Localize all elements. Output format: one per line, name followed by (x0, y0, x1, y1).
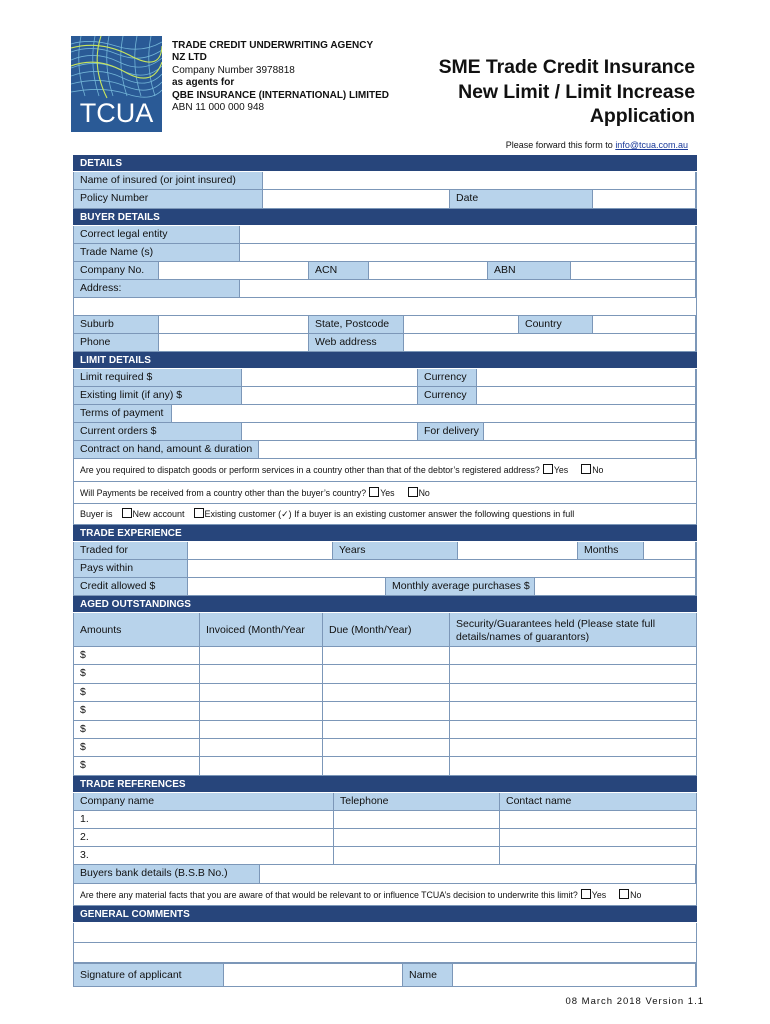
material-no-checkbox[interactable] (619, 889, 629, 899)
field-comments-line1[interactable] (74, 923, 696, 942)
buyer-is-label: Buyer is (80, 509, 113, 519)
field-acn[interactable] (368, 262, 488, 279)
label-name: Name (403, 964, 452, 986)
label-name-insured: Name of insured (or joint insured) (74, 172, 262, 189)
label-currency-existing: Currency (418, 387, 476, 404)
label-currency: Currency (418, 369, 476, 386)
label-limit-required: Limit required $ (74, 369, 241, 386)
section-details-header: DETAILS (73, 155, 697, 172)
aged-invoiced-cell[interactable] (199, 702, 322, 719)
row-company-no (73, 262, 697, 280)
label-company-no: Company No. (74, 262, 158, 279)
aged-row (73, 684, 697, 702)
row-contract (73, 441, 697, 459)
row-legal-entity (73, 226, 697, 244)
version-footer: 08 March 2018 Version 1.1 (565, 996, 704, 1007)
aged-due-cell[interactable] (322, 702, 449, 719)
question-dispatch-text: Are you required to dispatch goods or perform services in a country other than that of the debtor’s registered address? (80, 465, 540, 475)
aged-invoiced-cell[interactable] (199, 665, 322, 682)
label-address: Address: (74, 280, 239, 297)
field-contract-on-hand[interactable] (258, 441, 696, 458)
section-comments-header: GENERAL COMMENTS (73, 906, 697, 923)
label-suburb: Suburb (74, 316, 158, 333)
ref-contact-cell[interactable] (499, 847, 696, 864)
aged-security-cell[interactable] (449, 721, 696, 738)
aged-col-invoiced: Invoiced (Month/Year (199, 613, 322, 646)
field-currency-existing[interactable] (476, 387, 696, 404)
field-months[interactable] (643, 542, 696, 559)
label-policy-number: Policy Number (74, 190, 262, 208)
aged-column-headers (73, 613, 697, 647)
label-credit-allowed: Credit allowed $ (74, 578, 187, 595)
material-no-label: No (630, 889, 642, 900)
label-phone: Phone (74, 334, 158, 351)
label-traded-for: Traded for (74, 542, 187, 559)
aged-due-cell[interactable] (322, 739, 449, 756)
row-name-insured (73, 172, 697, 190)
label-legal-entity: Correct legal entity (74, 226, 239, 243)
company-number: Company Number 3978818 (172, 64, 295, 76)
email-link[interactable]: info@tcua.com.au (615, 140, 688, 150)
material-yes-label: Yes (591, 889, 607, 900)
field-suburb[interactable] (158, 316, 309, 333)
title-line2: New Limit / Limit Increase (458, 80, 695, 103)
aged-rows (73, 647, 697, 776)
references-column-headers (73, 793, 697, 811)
row-phone (73, 334, 697, 352)
label-country: Country (519, 316, 592, 333)
aged-col-security: Security/Guarantees held (Please state full details/names of guarantors) (449, 613, 696, 646)
aged-security-cell[interactable] (449, 665, 696, 682)
field-policy-number[interactable] (262, 190, 450, 208)
dispatch-no-label: No (592, 465, 604, 475)
aged-security-cell[interactable] (449, 702, 696, 719)
question-material-text: Are there any material facts that you are aware of that would be relevant to or influence TCUA’s decision to underwrite this limit? (80, 889, 578, 900)
aged-amount-cell[interactable]: $ (80, 704, 86, 717)
payments-no-label: No (418, 488, 430, 498)
payments-yes-label: Yes (380, 488, 395, 498)
field-current-orders[interactable] (241, 423, 418, 440)
logo-text: TCUA (79, 98, 154, 128)
row-address (73, 280, 697, 298)
ref-company-cell[interactable]: 3. (80, 848, 89, 861)
aged-col-due: Due (Month/Year) (322, 613, 449, 646)
agency-name-line2: NZ LTD (172, 52, 207, 64)
aged-due-cell[interactable] (322, 647, 449, 664)
row-current-orders (73, 423, 697, 441)
row-q-dispatch (73, 459, 697, 482)
section-trade-experience-header: TRADE EXPERIENCE (73, 525, 697, 542)
field-company-no[interactable] (158, 262, 309, 279)
row-trade-name (73, 244, 697, 262)
row-address-2 (73, 298, 697, 316)
field-country[interactable] (592, 316, 696, 333)
question-material-facts (74, 884, 696, 906)
title-line3: Application (589, 105, 695, 127)
aged-due-cell[interactable] (322, 757, 449, 774)
row-buyer-is (73, 504, 697, 525)
field-web-address[interactable] (403, 334, 696, 351)
aged-amount-cell[interactable]: $ (80, 722, 86, 735)
label-acn: ACN (309, 262, 368, 279)
ref-contact-cell[interactable] (499, 811, 696, 828)
field-existing-limit[interactable] (241, 387, 418, 404)
field-state-postcode[interactable] (403, 316, 519, 333)
ref-col-contact: Contact name (499, 793, 696, 810)
agents-for: as agents for (172, 77, 235, 89)
row-credit-allowed (73, 578, 697, 596)
existing-customer-label: Existing customer (✓) If a buyer is an existing customer answer the following questions in full (204, 509, 575, 519)
ref-telephone-cell[interactable] (333, 847, 499, 864)
label-months: Months (578, 542, 643, 559)
agency-name-line1: TRADE CREDIT UNDERWRITING AGENCY (172, 40, 374, 51)
row-pays-within (73, 560, 697, 578)
aged-security-cell[interactable] (449, 684, 696, 701)
forward-instruction (506, 140, 688, 150)
row-traded-for (73, 542, 697, 560)
aged-amount-cell[interactable]: $ (80, 667, 86, 680)
question-payments-text: Will Payments be received from a country other than the buyer’s country? (80, 488, 367, 498)
field-date[interactable] (592, 190, 696, 208)
field-legal-entity[interactable] (239, 226, 696, 243)
row-signature (73, 963, 697, 987)
row-bank-details (73, 865, 697, 884)
row-existing-limit (73, 387, 697, 405)
aged-invoiced-cell[interactable] (199, 647, 322, 664)
row-suburb (73, 316, 697, 334)
reference-row (73, 811, 697, 829)
row-policy (73, 190, 697, 209)
payments-yes-checkbox[interactable] (369, 487, 379, 497)
section-limit-header: LIMIT DETAILS (73, 352, 697, 369)
label-existing-limit: Existing limit (if any) $ (74, 387, 241, 404)
ref-company-cell[interactable]: 1. (80, 812, 89, 825)
label-for-delivery: For delivery (418, 423, 483, 440)
new-account-checkbox[interactable] (122, 508, 132, 518)
aged-invoiced-cell[interactable] (199, 739, 322, 756)
field-abn[interactable] (570, 262, 696, 279)
aged-security-cell[interactable] (449, 757, 696, 774)
field-address-line2[interactable] (74, 298, 696, 315)
field-terms-of-payment[interactable] (171, 405, 696, 422)
existing-customer-checkbox[interactable] (194, 508, 204, 518)
ref-contact-cell[interactable] (499, 829, 696, 846)
dispatch-no-checkbox[interactable] (581, 464, 591, 474)
aged-row (73, 739, 697, 757)
field-for-delivery[interactable] (483, 423, 696, 440)
field-credit-allowed[interactable] (187, 578, 386, 595)
row-q-material (73, 884, 697, 906)
aged-invoiced-cell[interactable] (199, 757, 322, 774)
field-name[interactable] (452, 964, 696, 986)
field-years[interactable] (457, 542, 578, 559)
field-pays-within[interactable] (187, 560, 696, 577)
section-buyer-header: BUYER DETAILS (73, 209, 697, 226)
field-comments-line2[interactable] (74, 943, 696, 962)
label-years: Years (333, 542, 457, 559)
ref-telephone-cell[interactable] (333, 811, 499, 828)
ref-col-telephone: Telephone (333, 793, 499, 810)
aged-amount-cell[interactable]: $ (80, 649, 86, 661)
agency-details (172, 40, 389, 114)
aged-due-cell[interactable] (322, 665, 449, 682)
reference-rows (73, 811, 697, 865)
label-current-orders: Current orders $ (74, 423, 241, 440)
tcua-logo (71, 36, 162, 132)
question-payments (74, 482, 696, 504)
row-terms (73, 405, 697, 423)
label-abn: ABN (488, 262, 570, 279)
new-account-label: New account (132, 509, 185, 519)
aged-row (73, 757, 697, 775)
aged-amount-cell[interactable]: $ (80, 759, 86, 772)
section-references-header: TRADE REFERENCES (73, 776, 697, 793)
dispatch-yes-checkbox[interactable] (543, 464, 553, 474)
field-name-insured[interactable] (262, 172, 696, 189)
field-monthly-avg[interactable] (534, 578, 696, 595)
field-trade-name[interactable] (239, 244, 696, 261)
ref-company-cell[interactable]: 2. (80, 830, 89, 843)
aged-row (73, 721, 697, 739)
field-bank-details[interactable] (259, 865, 696, 883)
aged-row (73, 647, 697, 665)
aged-security-cell[interactable] (449, 739, 696, 756)
abn-number: ABN 11 000 000 948 (172, 102, 265, 114)
label-signature: Signature of applicant (74, 964, 223, 986)
field-limit-required[interactable] (241, 369, 418, 386)
dispatch-yes-label: Yes (553, 465, 569, 475)
label-contract-on-hand: Contract on hand, amount & duration (74, 441, 258, 458)
aged-due-cell[interactable] (322, 684, 449, 701)
aged-due-cell[interactable] (322, 721, 449, 738)
field-phone[interactable] (158, 334, 309, 351)
field-signature[interactable] (223, 964, 403, 986)
label-monthly-avg: Monthly average purchases $ (386, 578, 534, 595)
insurer-name: QBE INSURANCE (INTERNATIONAL) LIMITED (172, 89, 390, 101)
aged-invoiced-cell[interactable] (199, 721, 322, 738)
section-aged-header: AGED OUTSTANDINGS (73, 596, 697, 613)
reference-row (73, 829, 697, 847)
aged-amount-cell[interactable]: $ (80, 740, 86, 753)
aged-invoiced-cell[interactable] (199, 684, 322, 701)
aged-amount-cell[interactable]: $ (80, 685, 86, 698)
reference-row (73, 847, 697, 865)
material-yes-checkbox[interactable] (581, 889, 591, 899)
label-state-postcode: State, Postcode (309, 316, 403, 333)
label-date: Date (450, 190, 592, 208)
label-bank-details: Buyers bank details (B.S.B No.) (74, 865, 259, 883)
payments-no-checkbox[interactable] (408, 487, 418, 497)
row-comments-2 (73, 943, 697, 963)
buyer-is-question (74, 504, 696, 524)
label-terms-of-payment: Terms of payment (74, 405, 171, 422)
question-dispatch (74, 459, 696, 481)
row-limit-required (73, 369, 697, 387)
label-pays-within: Pays within (74, 560, 187, 577)
aged-row (73, 702, 697, 720)
ref-col-company: Company name (74, 793, 333, 810)
aged-security-cell[interactable] (449, 647, 696, 664)
aged-col-amounts: Amounts (74, 613, 199, 646)
row-comments-1 (73, 923, 697, 943)
row-q-payments (73, 482, 697, 504)
form-title (439, 55, 695, 129)
ref-telephone-cell[interactable] (333, 829, 499, 846)
application-form (73, 155, 697, 987)
aged-row (73, 665, 697, 683)
title-line1: SME Trade Credit Insurance (438, 56, 695, 78)
label-web-address: Web address (309, 334, 403, 351)
field-traded-for[interactable] (187, 542, 333, 559)
forward-text: Please forward this form to (505, 140, 616, 150)
field-address[interactable] (239, 280, 696, 297)
label-trade-name: Trade Name (s) (74, 244, 239, 261)
field-currency[interactable] (476, 369, 696, 386)
